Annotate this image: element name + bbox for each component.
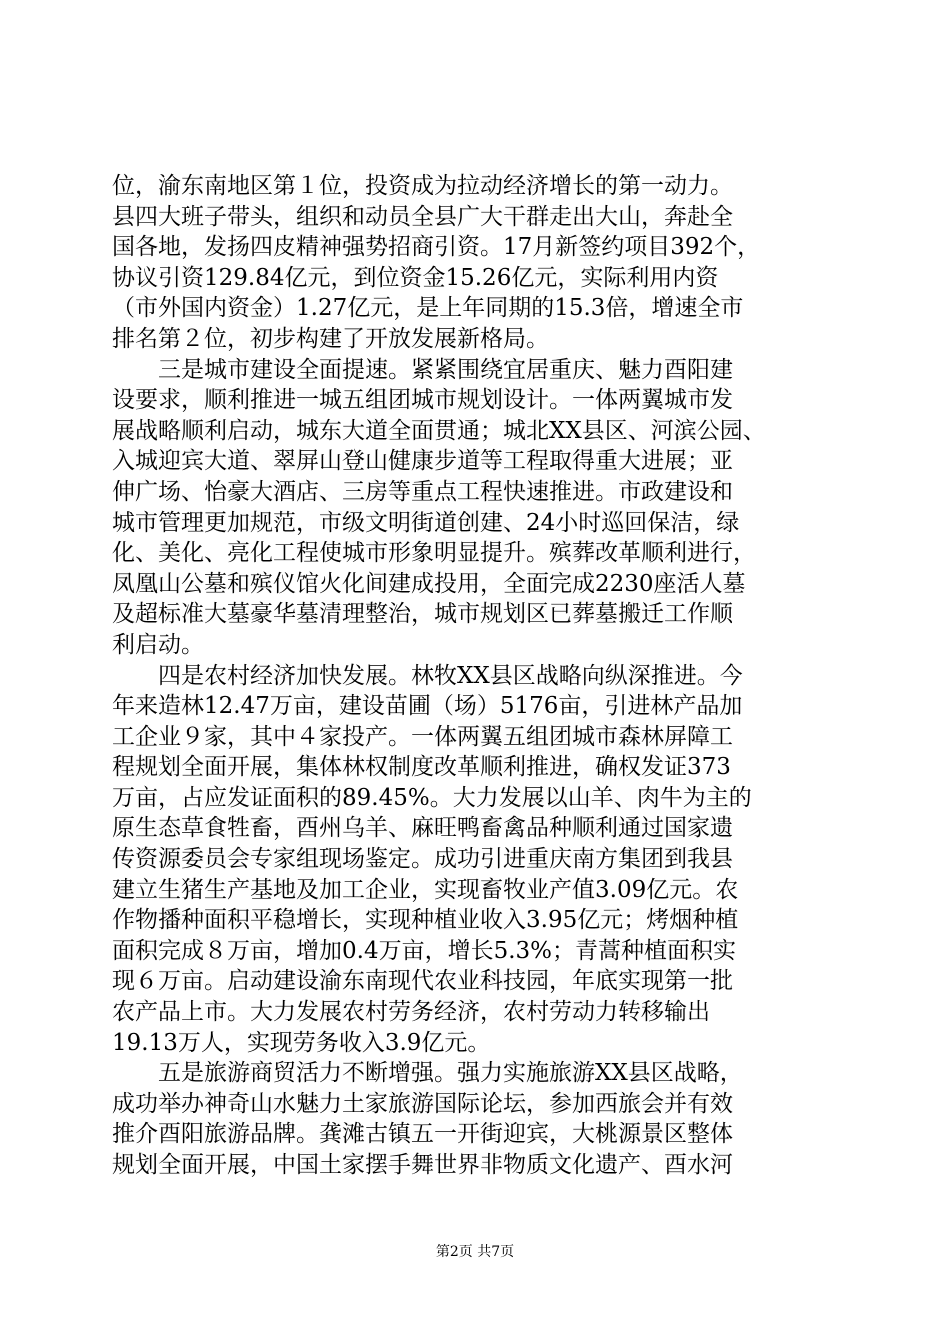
text-line: 入城迎宾大道、翠屏山登山健康步道等工程取得重大进展；亚 <box>112 448 733 475</box>
body-text <box>112 171 844 1181</box>
text-line: 国各地，发扬四皮精神强势招商引资。17月新签约项目392个， <box>112 234 761 261</box>
text-line: 原生态草食牲畜，酉州乌羊、麻旺鸭畜禽品种顺利通过国家遗 <box>112 815 733 842</box>
text-line: 建立生猪生产基地及加工企业，实现畜牧业产值3.09亿元。农 <box>112 876 739 903</box>
text-line: 成功举办神奇山水魅力土家旅游国际论坛，参加西旅会并有效 <box>112 1090 733 1117</box>
text-line: 四是农村经济加快发展。林牧XX县区战略向纵深推进。今 <box>112 662 743 689</box>
text-line: 协议引资129.84亿元，到位资金15.26亿元，实际利用内资 <box>112 264 719 291</box>
text-line: 化、美化、亮化工程使城市形象明显提升。殡葬改革顺利进行， <box>112 540 756 567</box>
text-line: 现６万亩。启动建设渝东南现代农业科技园，年底实现第一批 <box>112 968 733 995</box>
page-footer: 第2页 共7页 <box>435 1244 515 1260</box>
text-line: 城市管理更加规范，市级文明街道创建、24小时巡回保洁，绿 <box>112 509 740 536</box>
text-line: 农产品上市。大力发展农村劳务经济，农村劳动力转移输出 <box>112 999 710 1026</box>
text-line: 规划全面开展，中国土家摆手舞世界非物质文化遗产、酉水河 <box>112 1152 733 1178</box>
text-line: （市外国内资金）1.27亿元，是上年同期的15.3倍，增速全市 <box>112 295 744 322</box>
text-line: 展战略顺利启动，城东大道全面贯通；城北XX县区、河滨公园、 <box>112 417 766 444</box>
text-line: 年来造林12.47万亩，建设苗圃（场）5176亩，引进林产品加 <box>112 693 743 720</box>
text-line: 传资源委员会专家组现场鉴定。成功引进重庆南方集团到我县 <box>112 846 733 873</box>
text-line: 排名第２位，初步构建了开放发展新格局。 <box>112 325 549 352</box>
text-line: 伸广场、怡豪大酒店、三房等重点工程快速推进。市政建设和 <box>112 478 733 505</box>
text-line: 位，渝东南地区第１位，投资成为拉动经济增长的第一动力。 <box>112 173 733 199</box>
text-line: 作物播种面积平稳增长，实现种植业收入3.95亿元；烤烟种植 <box>112 907 739 934</box>
text-line: 县四大班子带头，组织和动员全县广大干群走出大山，奔赴全 <box>112 203 733 230</box>
text-line: 三是城市建设全面提速。紧紧围绕宜居重庆、魅力酉阳建 <box>112 356 733 383</box>
text-line: 推介酉阳旅游品牌。龚滩古镇五一开街迎宾，大桃源景区整体 <box>112 1121 733 1148</box>
text-line: 利启动。 <box>112 631 204 658</box>
text-line: 19.13万人，实现劳务收入3.9亿元。 <box>112 1029 491 1056</box>
text-line: 设要求，顺利推进一城五组团城市规划设计。一体两翼城市发 <box>112 387 733 414</box>
text-line: 凤凰山公墓和殡仪馆火化间建成投用，全面完成2230座活人墓 <box>112 570 746 597</box>
text-line: 万亩，占应发证面积的89.45%。大力发展以山羊、肉牛为主的 <box>112 784 752 811</box>
text-line: 及超标准大墓豪华墓清理整治，城市规划区已葬墓搬迁工作顺 <box>112 601 733 628</box>
text-line: 五是旅游商贸活力不断增强。强力实施旅游XX县区战略， <box>112 1060 743 1087</box>
text-line: 程规划全面开展，集体林权制度改革顺利推进，确权发证373 <box>112 754 731 781</box>
text-line: 面积完成８万亩，增加0.4万亩，增长5.3%；青蒿种植面积实 <box>112 937 737 964</box>
text-line: 工企业９家，其中４家投产。一体两翼五组团城市森林屏障工 <box>112 723 733 750</box>
